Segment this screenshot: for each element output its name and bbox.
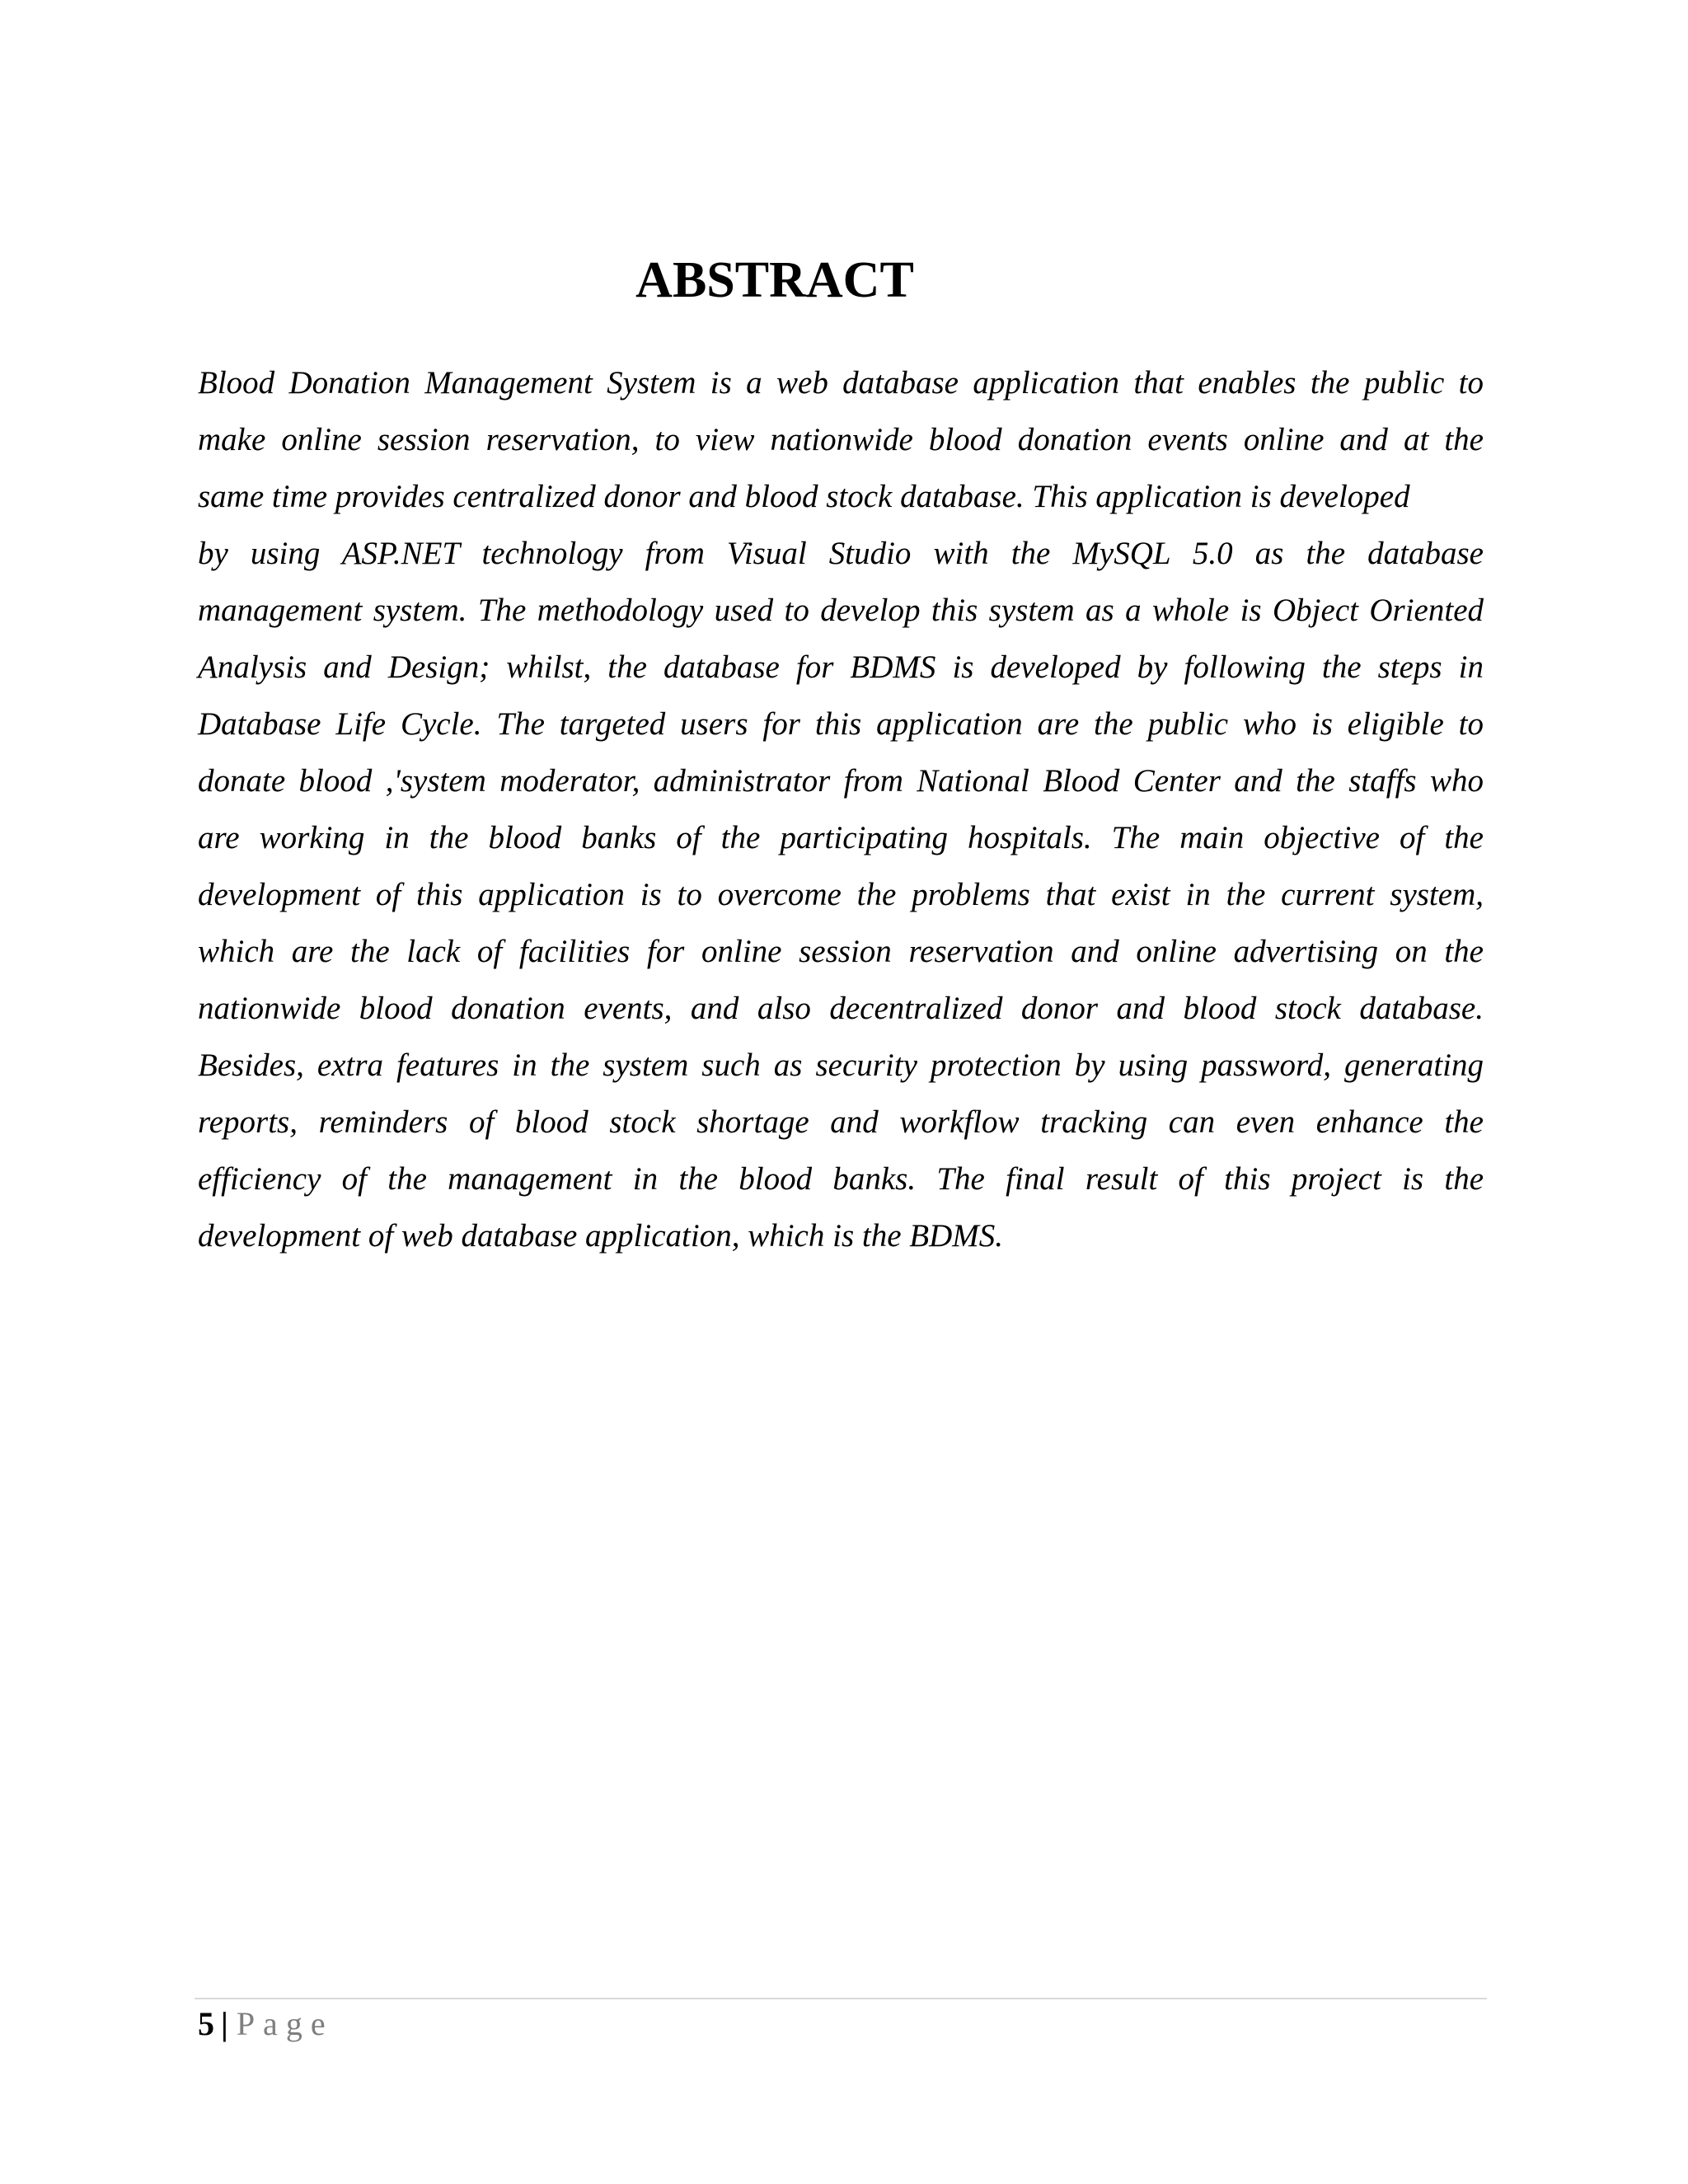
abstract-line: efficiency of the management in the blood banks. The final result of this project is the xyxy=(198,1161,1484,1197)
page-footer xyxy=(198,2001,334,2047)
abstract-line: Database Life Cycle. The targeted users for this application are the public who is eligible to xyxy=(198,706,1484,742)
abstract-line: which are the lack of facilities for online session reservation and online advertising on the xyxy=(198,934,1484,969)
abstract-line: nationwide blood donation events, and also decentralized donor and blood stock database. xyxy=(198,991,1484,1026)
abstract-line: management system. The methodology used to develop this system as a whole is Object Oriented xyxy=(198,593,1484,628)
page-separator: | xyxy=(221,2005,228,2042)
page-number: 5 xyxy=(198,2005,214,2042)
abstract-line: reports, reminders of blood stock shortage and workflow tracking can even enhance the xyxy=(198,1104,1484,1140)
footer-divider xyxy=(195,1998,1487,1999)
abstract-line: by using ASP.NET technology from Visual Studio with the MySQL 5.0 as the database xyxy=(198,536,1484,571)
abstract-line: development of this application is to overcome the problems that exist in the current system, xyxy=(198,877,1484,912)
abstract-line: are working in the blood banks of the participating hospitals. The main objective of the xyxy=(198,820,1484,855)
abstract-line: Blood Donation Management System is a web database application that enables the public to xyxy=(198,365,1484,401)
abstract-line: same time provides centralized donor and blood stock database. This application is developed xyxy=(198,479,1410,514)
abstract-line: Besides, extra features in the system such as security protection by using password, generating xyxy=(198,1047,1484,1083)
abstract-line: development of web database application, which is the BDMS. xyxy=(198,1218,1003,1254)
page-title: ABSTRACT xyxy=(635,252,914,308)
abstract-line: make online session reservation, to view nationwide blood donation events online and at the xyxy=(198,422,1484,457)
page-label: Page xyxy=(236,2005,334,2042)
abstract-body xyxy=(198,354,1484,1264)
abstract-line: Analysis and Design; whilst, the database for BDMS is developed by following the steps in xyxy=(198,649,1484,685)
abstract-line: donate blood ,'system moderator, administrator from National Blood Center and the staffs who xyxy=(198,763,1484,799)
